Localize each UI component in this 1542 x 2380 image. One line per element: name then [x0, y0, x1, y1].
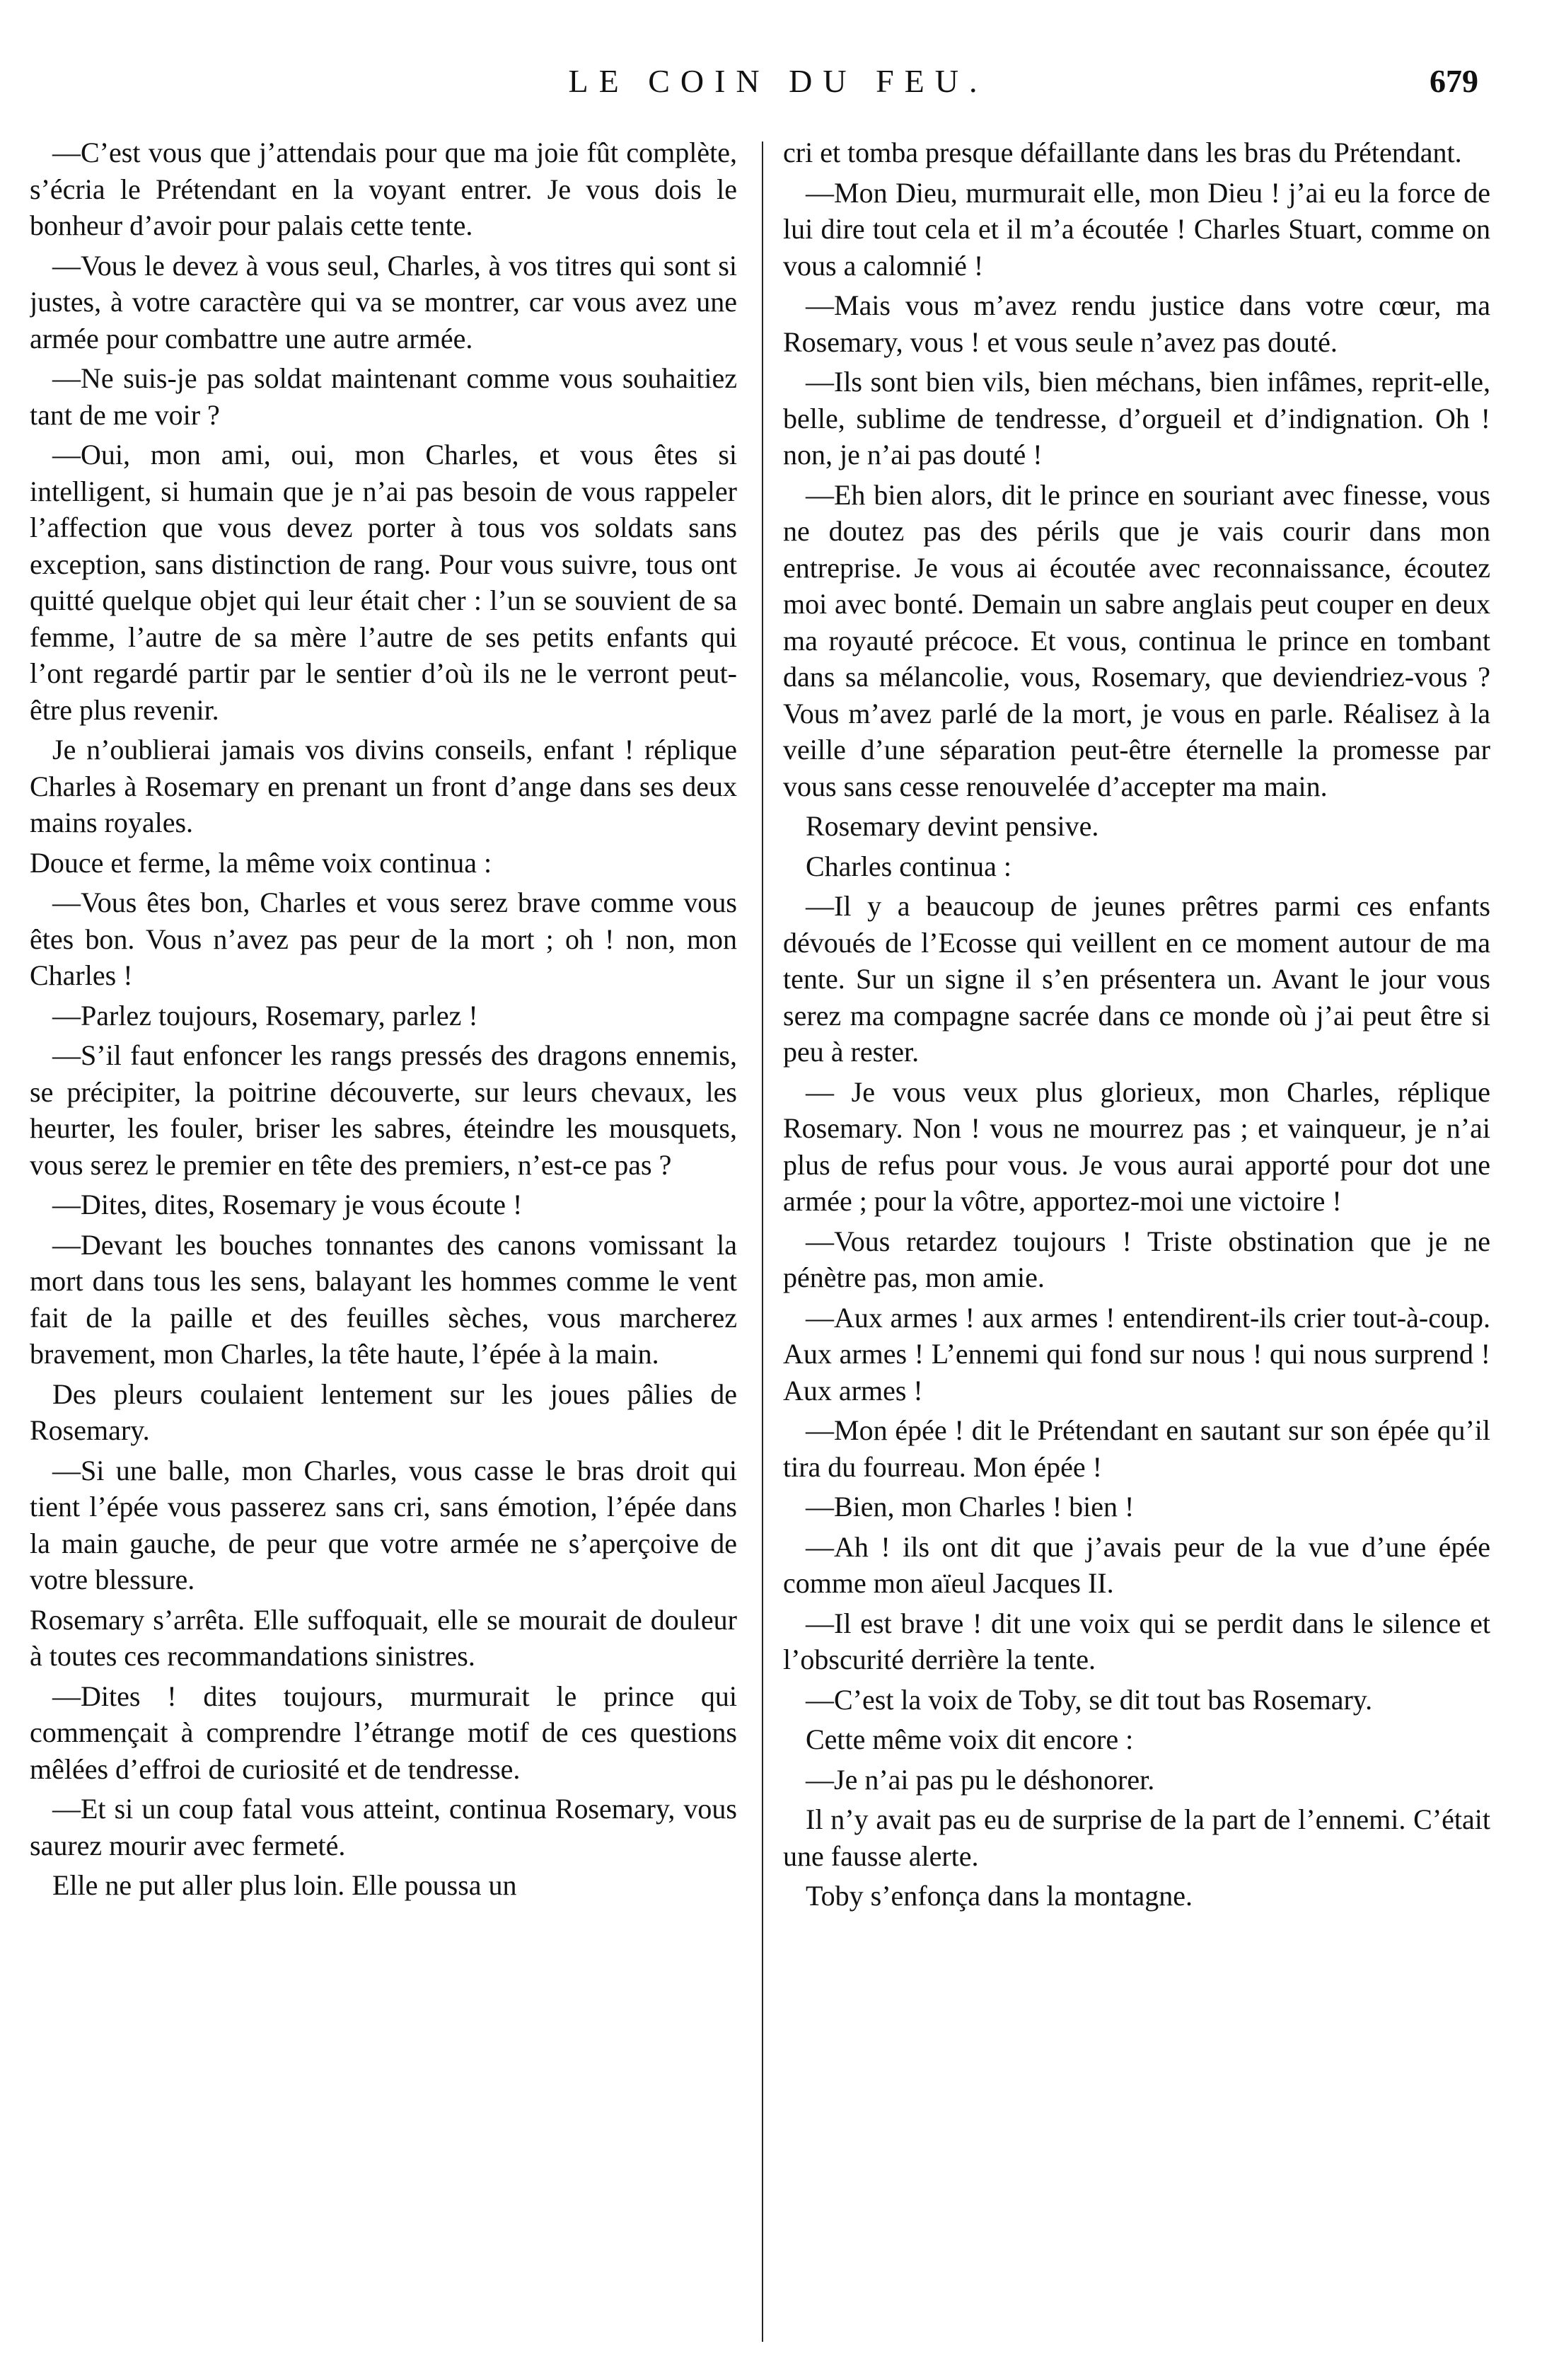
- paragraph: —Eh bien alors, dit le prince en souriant avec finesse, vous ne doutez pas des périls que je vais courir dans mon entreprise. Je vous ai écoutée avec reconnaissance, écoutez moi avec bonté. Demain un sabre anglais peut couper en deux ma royauté précoce. Et vous, continua le prince en tombant dans sa mélancolie, vous, Rosemary, que deviendriez-vous ? Vous m’avez parlé de la mort, je vous en parle. Réalisez à la veille d’une séparation peut-être éternelle la promesse par vous sans cesse renouvelée d’accepter ma main.: [783, 478, 1490, 802]
- paragraph: —Dites, dites, Rosemary je vous écoute !: [52, 1189, 523, 1220]
- paragraph: —Dites ! dites toujours, murmurait le prince qui commençait à comprendre l’étrange motif de ces questions mêlées d’effroi de curiosité et de tendresse.: [30, 1680, 737, 1785]
- paragraph: —C’est vous que j’attendais pour que ma joie fût complète, s’écria le Prétendant en la voyant entrer. Je vous dois le bonheur d’avoir pour palais cette tente.: [30, 137, 737, 241]
- paragraph: —Mon épée ! dit le Prétendant en sautant sur son épée qu’il tira du fourreau. Mon épée !: [783, 1414, 1490, 1483]
- paragraph: —Vous êtes bon, Charles et vous serez brave comme vous êtes bon. Vous n’avez pas peur de la mort ; oh ! non, mon Charles !: [30, 886, 737, 991]
- paragraph: —Et si un coup fatal vous atteint, continua Rosemary, vous saurez mourir avec fermeté.: [30, 1793, 737, 1861]
- paragraph: —Il y a beaucoup de jeunes prêtres parmi ces enfants dévoués de l’Ecosse qui veillent en ce moment autour de ma tente. Sur un signe il s’en présentera un. Avant le jour vous serez ma compagne sacrée dans ce monde où j’ai peut être si peu à rester.: [783, 890, 1490, 1068]
- paragraph: Elle ne put aller plus loin. Elle poussa un: [52, 1869, 517, 1901]
- paragraph: Il n’y avait pas eu de surprise de la part de l’ennemi. C’était une fausse alerte.: [783, 1803, 1490, 1872]
- paragraph: Rosemary s’arrêta. Elle suffoquait, elle se mourait de douleur à toutes ces recommandations sinistres.: [30, 1603, 737, 1672]
- paragraph: — Je vous veux plus glorieux, mon Charles, réplique Rosemary. Non ! vous ne mourrez pas ; et vainqueur, je n’ai plus de refus pour vous. Je vous aurai apporté pour dot une armée ; pour la vôtre, apportez-moi une victoire !: [783, 1075, 1490, 1217]
- page-number: 679: [1430, 63, 1478, 99]
- paragraph: Cette même voix dit encore :: [806, 1723, 1134, 1755]
- paragraph: Je n’oublierai jamais vos divins conseils, enfant ! réplique Charles à Rosemary en prenant un front d’ange dans ses deux mains royales.: [30, 734, 737, 838]
- paragraph: —Ah ! ils ont dit que j’avais peur de la vue d’une épée comme mon aïeul Jacques II.: [783, 1530, 1490, 1599]
- paragraph: —Vous retardez toujours ! Triste obstination que je ne pénètre pas, mon amie.: [783, 1225, 1490, 1293]
- text-columns: [30, 134, 1508, 2363]
- paragraph: —Ne suis-je pas soldat maintenant comme vous souhaitiez tant de me voir ?: [30, 362, 737, 431]
- left-column: [30, 134, 737, 2342]
- paragraph: —Vous le devez à vous seul, Charles, à vos titres qui sont si justes, à votre caractère qui va se montrer, car vous avez une armée pour combattre une autre armée.: [30, 249, 737, 354]
- paragraph: —Ils sont bien vils, bien méchans, bien infâmes, reprit-elle, belle, sublime de tendresse, d’orgueil et d’indignation. Oh ! non, je n’ai pas douté !: [783, 366, 1490, 470]
- paragraph: —Bien, mon Charles ! bien !: [806, 1491, 1135, 1523]
- paragraph: Rosemary devint pensive.: [806, 810, 1099, 842]
- paragraph: —Je n’ai pas pu le déshonorer.: [806, 1763, 1155, 1796]
- paragraph: —Parlez toujours, Rosemary, parlez !: [52, 999, 478, 1032]
- column-divider: [762, 141, 763, 2342]
- paragraph: —Oui, mon ami, oui, mon Charles, et vous êtes si intelligent, si humain que je n’ai pas besoin de vous rappeler l’affection que vous devez porter à tous vos soldats sans exception, sans distinction de rang. Pour vous suivre, tous ont quitté quelque objet qui leur était cher : l’un se souvient de sa femme, l’autre de sa mère l’autre de ses petits enfants qui l’ont regardé partir par le sentier d’où ils ne le verront peut-être plus revenir.: [30, 439, 737, 726]
- paragraph: cri et tomba presque défaillante dans les bras du Prétendant.: [783, 137, 1462, 168]
- paragraph: —Si une balle, mon Charles, vous casse le bras droit qui tient l’épée vous passerez sans cri, sans émotion, l’épée dans la main gauche, de peur que votre armée ne s’aperçoive de votre blessure.: [30, 1454, 737, 1595]
- paragraph: —C’est la voix de Toby, se dit tout bas Rosemary.: [806, 1683, 1373, 1716]
- paragraph: Douce et ferme, la même voix continua :: [30, 846, 492, 879]
- paragraph: —Mon Dieu, murmurait elle, mon Dieu ! j’ai eu la force de lui dire tout cela et il m’a écoutée ! Charles Stuart, comme on vous a calomnié !: [783, 176, 1490, 282]
- paragraph: —Aux armes ! aux armes ! entendirent-ils crier tout-à-coup. Aux armes ! L’ennemi qui fond sur nous ! qui nous surprend ! Aux armes !: [783, 1301, 1490, 1406]
- paragraph: —S’il faut enfoncer les rangs pressés des dragons ennemis, se précipiter, la poitrine découverte, sur leurs chevaux, les heurter, les fouler, briser les sabres, éteindre les mousquets, vous serez le premier en tête des premiers, n’est-ce pas ?: [30, 1039, 737, 1181]
- paragraph: —Mais vous m’avez rendu justice dans votre cœur, ma Rosemary, vous ! et vous seule n’avez pas douté.: [783, 289, 1490, 358]
- paragraph: Des pleurs coulaient lentement sur les joues pâlies de Rosemary.: [30, 1377, 737, 1446]
- right-column: [783, 134, 1490, 2342]
- paragraph: Charles continua :: [806, 850, 1012, 882]
- paragraph: Toby s’enfonça dans la montagne.: [806, 1880, 1193, 1912]
- paragraph: —Il est brave ! dit une voix qui se perdit dans le silence et l’obscurité derrière la tente.: [783, 1607, 1490, 1675]
- page-header: [78, 50, 1478, 113]
- running-title: LE COIN DU FEU.: [568, 63, 988, 99]
- paragraph: —Devant les bouches tonnantes des canons vomissant la mort dans tous les sens, balayant les hommes comme le vent fait de la paille et des feuilles sèches, vous marcherez bravement, mon Charles, la tête haute, l’épée à la main.: [30, 1228, 737, 1370]
